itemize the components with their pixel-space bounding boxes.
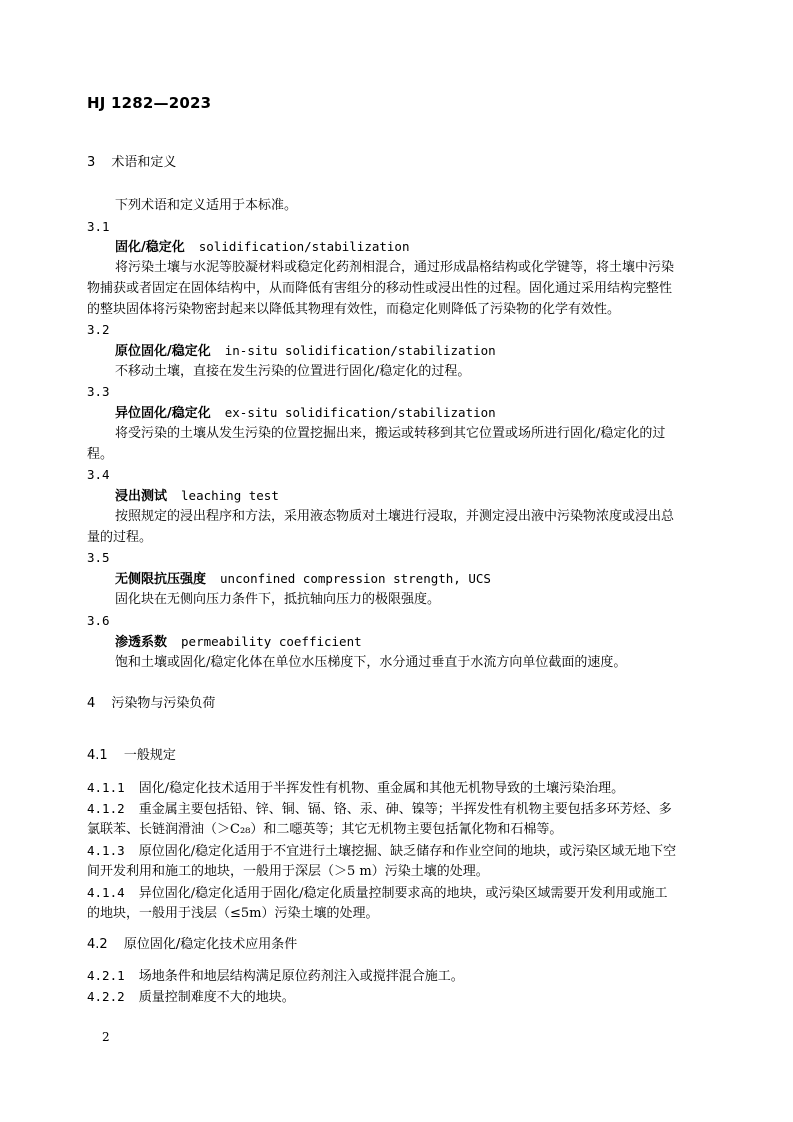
- section-4-heading: [87, 695, 215, 713]
- term-title: [115, 570, 491, 589]
- term-definition-line: 饱和土壤或固化/稳定化体在单位水压梯度下，水分通过垂直于水流方向单位截面的速度。: [115, 655, 627, 670]
- term-chinese: 渗透系数: [115, 635, 168, 650]
- clause-number: 4.1.2: [87, 801, 125, 816]
- clause-number: 4.1.1: [87, 780, 125, 795]
- term-number: 3.4: [87, 467, 110, 482]
- term-definition-line: 不移动土壤，直接在发生污染的位置进行固化/稳定化的过程。: [115, 364, 471, 379]
- term-english: leaching test: [181, 488, 279, 503]
- term-chinese: 无侧限抗压强度: [115, 572, 207, 587]
- standard-code-header: HJ 1282—2023: [87, 94, 212, 112]
- clause-text-continuation: 间开发利用和施工的地块，一般用于深层（＞5 m）污染土壤的处理。: [87, 864, 489, 879]
- clause-4-1-2: [87, 800, 672, 819]
- term-number: 3.3: [87, 384, 110, 399]
- term-number: 3.6: [87, 613, 110, 628]
- clause-text-continuation: 的地块，一般用于浅层（≤5m）污染土壤的处理。: [87, 906, 379, 921]
- term-number: 3.5: [87, 550, 110, 565]
- term-chinese: 浸出测试: [115, 489, 168, 504]
- term-english: unconfined compression strength, UCS: [220, 571, 491, 586]
- term-english: solidification/stabilization: [198, 239, 410, 254]
- term-english: permeability coefficient: [181, 634, 362, 649]
- term-title: [115, 238, 409, 257]
- clause-4-1-1: [87, 779, 624, 798]
- term-title: [115, 342, 496, 361]
- section-title: 术语和定义: [111, 155, 177, 170]
- section-title: 污染物与污染负荷: [111, 696, 216, 711]
- term-definition-line: 量的过程。: [87, 530, 153, 545]
- term-definition-line: 将受污染的土壤从发生污染的位置挖掘出来，搬运或转移到其它位置或场所进行固化/稳定化的过: [115, 426, 666, 441]
- term-chinese: 异位固化/稳定化: [115, 406, 211, 421]
- subsection-title: 一般规定: [123, 748, 176, 763]
- clause-4-1-3: [87, 842, 676, 861]
- term-definition-line: 将污染土壤与水泥等胶凝材料或稳定化药剂相混合，通过形成晶格结构或化学键等，将土壤中污染: [115, 260, 675, 275]
- term-number: 3.1: [87, 219, 110, 234]
- section-number: 3: [87, 155, 96, 170]
- section-3-heading: [87, 154, 176, 172]
- term-definition-line: 的整块固体将污染物密封起来以降低其物理有效性，而稳定化则降低了污染物的化学有效性。: [87, 302, 621, 317]
- section-number: 4: [87, 696, 96, 711]
- clause-4-2-1: [87, 967, 464, 986]
- clause-number: 4.2.1: [87, 968, 125, 983]
- section-intro: 下列术语和定义适用于本标准。: [115, 198, 298, 213]
- clause-number: 4.2.2: [87, 989, 125, 1004]
- clause-text: 原位固化/稳定化适用于不宜进行土壤挖掘、缺乏储存和作业空间的地块，或污染区域无地下空: [138, 844, 677, 859]
- term-chinese: 原位固化/稳定化: [115, 344, 211, 359]
- clause-text: 固化/稳定化技术适用于半挥发性有机物、重金属和其他无机物导致的土壤污染治理。: [138, 781, 625, 796]
- clause-text: 重金属主要包括铅、锌、铜、镉、铬、汞、砷、镍等；半挥发性有机物主要包括多环芳烃、多: [138, 802, 672, 817]
- term-number: 3.2: [87, 322, 110, 337]
- term-definition-line: 固化块在无侧向压力条件下，抵抗轴向压力的极限强度。: [115, 592, 441, 607]
- clause-text: 异位固化/稳定化适用于固化/稳定化质量控制要求高的地块，或污染区域需要开发利用或施工: [138, 886, 668, 901]
- subsection-number: 4.1: [87, 748, 108, 763]
- term-definition-line: 物捕获或者固定在固体结构中，从而降低有害组分的移动性或浸出性的过程。固化通过采用结构完整性: [87, 281, 673, 296]
- clause-4-1-4: [87, 884, 668, 903]
- subsection-4-2-heading: [87, 936, 297, 954]
- clause-text: 场地条件和地层结构满足原位药剂注入或搅拌混合施工。: [138, 969, 464, 984]
- term-definition-line: 按照规定的浸出程序和方法，采用液态物质对土壤进行浸取，并测定浸出液中污染物浓度或浸出总: [115, 509, 675, 524]
- term-chinese: 固化/稳定化: [115, 240, 185, 255]
- term-title: [115, 633, 362, 652]
- page-number: 2: [102, 1030, 110, 1044]
- clause-4-2-2: [87, 988, 295, 1007]
- term-english: in-situ solidification/stabilization: [224, 343, 496, 358]
- term-title: [115, 404, 496, 423]
- clause-number: 4.1.4: [87, 885, 125, 900]
- subsection-number: 4.2: [87, 937, 108, 952]
- term-definition-line: 程。: [87, 447, 114, 462]
- clause-number: 4.1.3: [87, 843, 125, 858]
- subsection-title: 原位固化/稳定化技术应用条件: [123, 937, 298, 952]
- term-english: ex-situ solidification/stabilization: [224, 405, 496, 420]
- subsection-4-1-heading: [87, 747, 176, 765]
- term-title: [115, 487, 279, 506]
- clause-text-continuation: 氯联苯、长链润滑油（＞C₂₈）和二噁英等；其它无机物主要包括氰化物和石棉等。: [87, 822, 563, 837]
- clause-text: 质量控制难度不大的地块。: [138, 990, 295, 1005]
